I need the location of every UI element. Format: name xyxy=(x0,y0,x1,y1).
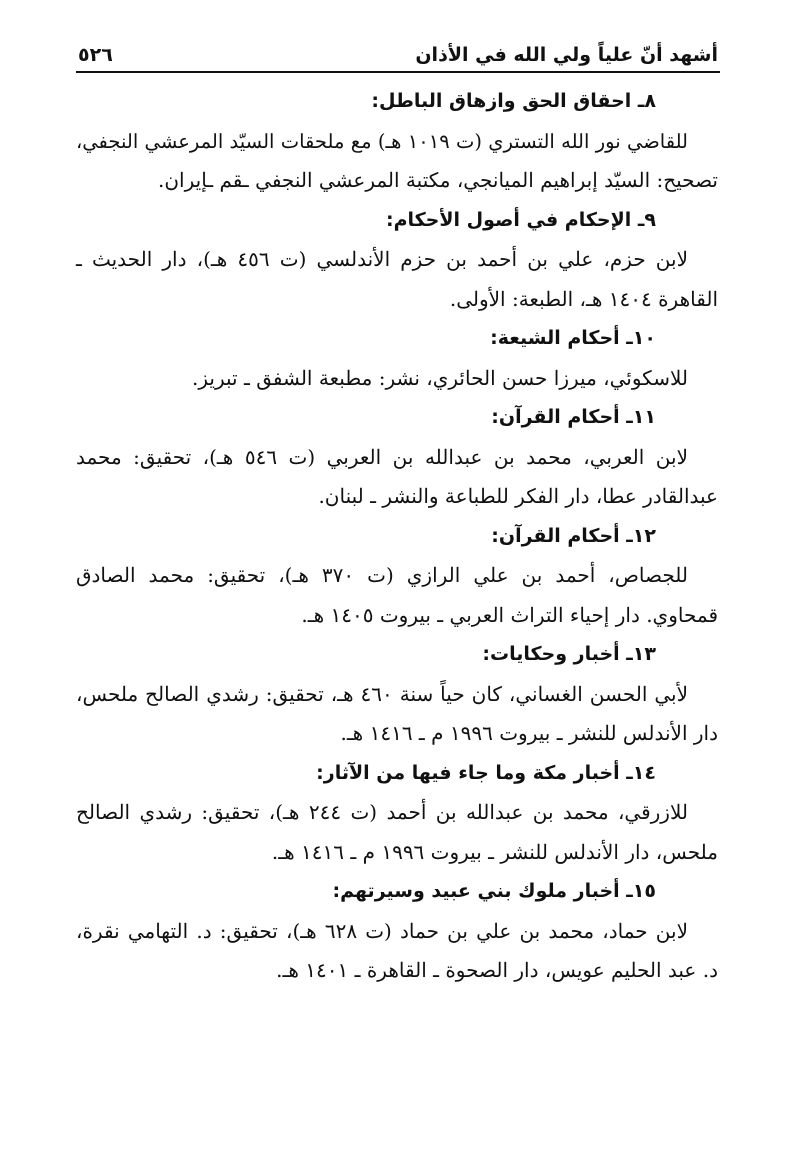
entry-title: ١٢ـ أحكام القرآن: xyxy=(491,524,656,547)
entry-text-line: قمحاوي. دار إحياء التراث العربي ـ بيروت ١٤٠٥ هـ. xyxy=(301,602,718,627)
entry-text-line: تصحيح: السيّد إبراهيم الميانجي، مكتبة المرعشي النجفي ـقم ـإيران. xyxy=(157,168,718,192)
entry-title: ٨ـ احقاق الحق وازهاق الباطل: xyxy=(371,90,656,112)
entry-title: ١٣ـ أخبار وحكايات: xyxy=(482,643,656,665)
bibliography-entry xyxy=(76,517,718,636)
bibliography-entry xyxy=(76,398,718,517)
bibliography-entry xyxy=(76,754,718,873)
page-number: ٥٢٦ xyxy=(78,44,113,66)
entry-text-line: د. عبد الحليم عويس، دار الصحوة ـ القاهرة ـ ١٤٠١ هـ. xyxy=(276,958,718,982)
bibliography-entry xyxy=(76,201,718,320)
running-title: أشهد أنّ علياً ولي الله في الأذان xyxy=(415,44,718,66)
bibliography-entry xyxy=(76,872,718,991)
bibliography-entry xyxy=(76,635,718,754)
entry-text-line: دار الأندلس للنشر ـ بيروت ١٩٩٦ م ـ ١٤١٦ هـ. xyxy=(340,721,718,745)
entry-text-line: للجصاص، أحمد بن علي الرازي (ت ٣٧٠ هـ)، تحقيق: محمد الصادق xyxy=(76,563,688,587)
entry-text-line: للاسكوئي، ميرزا حسن الحائري، نشر: مطبعة الشفق ـ تبريز. xyxy=(192,365,688,390)
page-header xyxy=(78,34,718,66)
entry-text-line: للازرقي، محمد بن عبدالله بن أحمد (ت ٢٤٤ هـ)، تحقيق: رشدي الصالح xyxy=(76,800,688,824)
bibliography-entry xyxy=(76,82,718,201)
entry-text-line: عبدالقادر عطا، دار الفكر للطباعة والنشر ـ لبنان. xyxy=(318,484,718,508)
entry-text-line: لابن العربي، محمد بن عبدالله بن العربي (ت ٥٤٦ هـ)، تحقيق: محمد xyxy=(76,444,689,469)
entry-text-line: القاهرة ١٤٠٤ هـ، الطبعة: الأولى. xyxy=(449,286,718,311)
entry-text-line: للقاضي نور الله التستري (ت ١٠١٩ هـ) مع ملحقات السيّد المرعشي النجفي، xyxy=(76,129,688,153)
entry-text-line: لابن حزم، علي بن أحمد بن حزم الأندلسي (ت ٤٥٦ هـ)، دار الحديث ـ xyxy=(76,247,689,271)
entry-text-line: لأبي الحسن الغساني، كان حياً سنة ٤٦٠ هـ، تحقيق: رشدي الصالح ملحس، xyxy=(76,681,688,706)
entry-title: ١٠ـ أحكام الشيعة: xyxy=(490,327,656,349)
bibliography-list xyxy=(76,82,718,991)
entry-title: ٩ـ الإحكام في أصول الأحكام: xyxy=(385,208,656,231)
entry-title: ١٥ـ أخبار ملوك بني عبيد وسيرتهم: xyxy=(332,880,656,902)
header-divider xyxy=(76,71,720,73)
bibliography-entry xyxy=(76,319,718,398)
entry-text-line: لابن حماد، محمد بن علي بن حماد (ت ٦٢٨ هـ)، تحقيق: د. التهامي نقرة، xyxy=(76,918,688,943)
entry-title: ١٤ـ أخبار مكة وما جاء فيها من الآثار: xyxy=(316,761,656,784)
entry-text-line: ملحس، دار الأندلس للنشر ـ بيروت ١٩٩٦ م ـ ١٤١٦ هـ. xyxy=(271,839,718,864)
entry-title: ١١ـ أحكام القرآن: xyxy=(491,406,656,428)
